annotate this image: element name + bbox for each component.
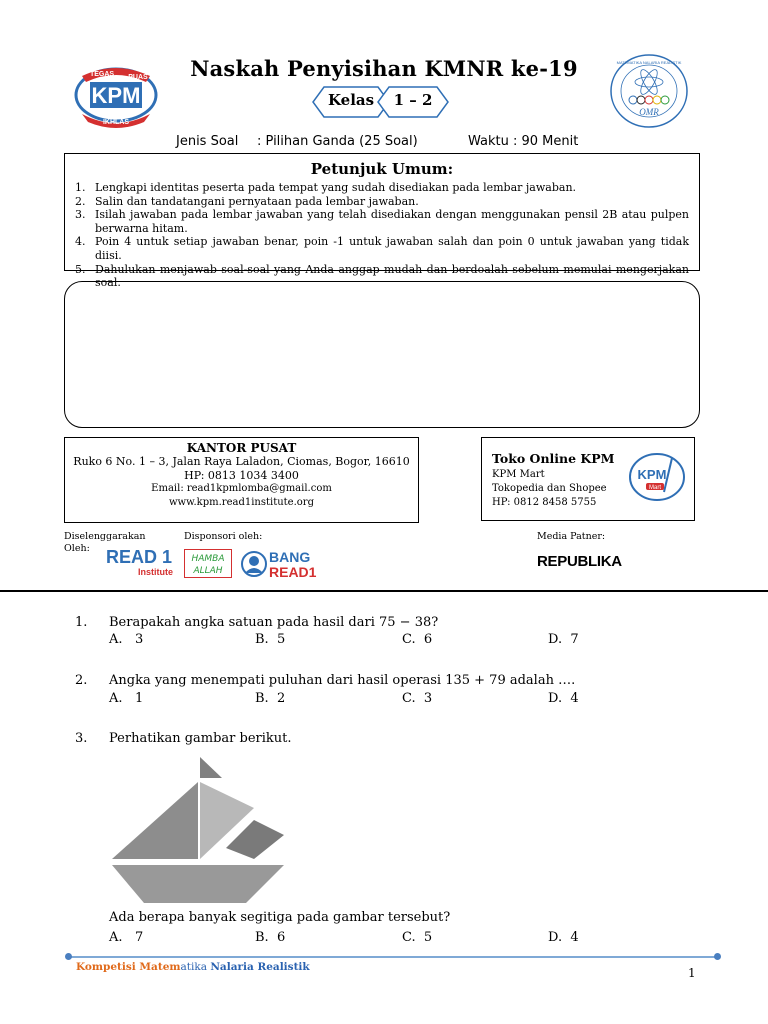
svg-text:ALLAH: ALLAH <box>193 566 223 576</box>
svg-text:Mart: Mart <box>649 485 661 491</box>
list-item: 5. Dahulukan menjawab soal-soal yang Anda anggap mudah dan berdoalah sebelum memulai mengerjakan soal. <box>75 262 689 290</box>
kpm-mart-logo <box>628 452 686 502</box>
jenis-soal-value: : Pilihan Ganda (25 Soal) <box>257 134 418 149</box>
section-divider <box>0 590 768 592</box>
svg-text:IKHLAS: IKHLAS <box>102 119 130 126</box>
list-item: 1. Lengkapi identitas peserta pada tempat yang sudah disediakan pada lembar jawaban. <box>75 181 577 194</box>
sail-left-triangle <box>112 782 198 859</box>
organizer-label: Diselenggarakan Oleh: <box>64 531 146 554</box>
kantor-hp: HP: 0813 1034 3400 <box>184 468 299 482</box>
svg-text:Institute: Institute <box>138 567 173 577</box>
svg-text:OMR: OMR <box>639 107 659 117</box>
question-2-option-c: C. 3 <box>402 691 433 706</box>
kantor-pusat-box <box>64 437 419 523</box>
bang-read1-logo <box>240 547 322 581</box>
kantor-web: www.kpm.read1institute.org <box>169 496 314 508</box>
svg-text:BANG: BANG <box>269 549 311 565</box>
toko-line1: KPM Mart <box>492 469 545 480</box>
svg-text:MATEMATIKA NALARIA REALISTIK: MATEMATIKA NALARIA REALISTIK <box>616 60 682 65</box>
footer-line <box>68 956 718 958</box>
hull-shape <box>112 865 284 903</box>
toko-line2: Tokopedia dan Shopee <box>492 483 607 494</box>
question-1-number: 1. <box>75 615 88 630</box>
petunjuk-list <box>65 181 689 290</box>
omr-logo <box>608 52 690 130</box>
kelas-label: Kelas <box>327 91 375 109</box>
question-3-option-a: A. 7 <box>109 930 144 945</box>
toko-title: Toko Online KPM <box>492 451 615 466</box>
question-1-option-a: A. 3 <box>109 632 144 647</box>
tangram-boat-figure <box>108 755 288 907</box>
kelas-value-box <box>377 86 449 118</box>
question-3-text-2: Ada berapa banyak segitiga pada gambar tersebut? <box>109 910 451 925</box>
question-2-text: Angka yang menempati puluhan dari hasil operasi 135 + 79 adalah …. <box>109 673 576 688</box>
question-1-text: Berapakah angka satuan pada hasil dari 75 − 38? <box>109 615 439 630</box>
question-1-option-c: C. 6 <box>402 632 433 647</box>
question-2-option-b: B. 2 <box>255 691 286 706</box>
footer-dot-right <box>714 953 721 960</box>
toko-online-box <box>481 437 695 521</box>
page-number: 1 <box>688 966 696 980</box>
page-title: Naskah Penyisihan KMNR ke-19 <box>190 56 578 81</box>
identity-box <box>64 281 700 428</box>
footer-text: Kompetisi Matematika Nalaria Realistik <box>76 961 310 973</box>
kantor-title: KANTOR PUSAT <box>186 441 297 455</box>
hamba-allah-logo <box>184 549 232 578</box>
svg-text:KPM: KPM <box>637 467 667 482</box>
question-3-option-d: D. 4 <box>548 930 579 945</box>
kantor-email: Email: read1kpmlomba@gmail.com <box>151 483 332 495</box>
question-2-option-a: A. 1 <box>109 691 144 706</box>
waktu: Waktu : 90 Menit <box>468 134 579 149</box>
jenis-soal-label: Jenis Soal <box>176 134 239 149</box>
question-3-option-c: C. 5 <box>402 930 433 945</box>
question-3-text: Perhatikan gambar berikut. <box>109 731 292 746</box>
list-item: 3. Isilah jawaban pada lembar jawaban yang telah disediakan dengan menggunakan pensil 2B atau pulpen berwarna hitam. <box>75 208 689 235</box>
media-label: Media Patner: <box>537 531 606 542</box>
question-2-option-d: D. 4 <box>548 691 579 706</box>
sponsor-label: Disponsori oleh: <box>184 531 263 542</box>
svg-text:TEGAS: TEGAS <box>89 71 115 78</box>
svg-text:READ 1: READ 1 <box>106 547 173 567</box>
question-3-number: 3. <box>75 731 88 746</box>
petunjuk-title: Petunjuk Umum: <box>310 160 454 178</box>
kantor-address: Ruko 6 No. 1 – 3, Jalan Raya Laladon, Ciomas, Bogor, 16610 <box>73 455 410 469</box>
republika-logo: REPUBLIKA <box>537 553 622 570</box>
list-item: 4. Poin 4 untuk setiap jawaban benar, poin -1 untuk jawaban salah dan poin 0 untuk jawaban yang tidak diisi. <box>75 235 689 262</box>
question-2-number: 2. <box>75 673 88 688</box>
kpm-logo-text: KPM <box>91 83 141 108</box>
svg-text:HAMBA: HAMBA <box>191 554 225 564</box>
toko-line3: HP: 0812 8458 5755 <box>492 497 597 508</box>
footer-dot-left <box>65 953 72 960</box>
svg-text:READ1: READ1 <box>269 564 317 580</box>
read1-institute-logo <box>106 545 174 579</box>
sail-flag-triangle <box>200 757 222 778</box>
svg-text:PUAS: PUAS <box>128 74 148 81</box>
kelas-value: 1 – 2 <box>393 91 433 109</box>
petunjuk-box <box>64 153 700 290</box>
list-item: 2. Salin dan tandatangani pernyataan pada lembar jawaban. <box>75 194 419 208</box>
question-1-option-b: B. 5 <box>255 632 286 647</box>
question-1-option-d: D. 7 <box>548 632 579 647</box>
question-3-option-b: B. 6 <box>255 930 286 945</box>
